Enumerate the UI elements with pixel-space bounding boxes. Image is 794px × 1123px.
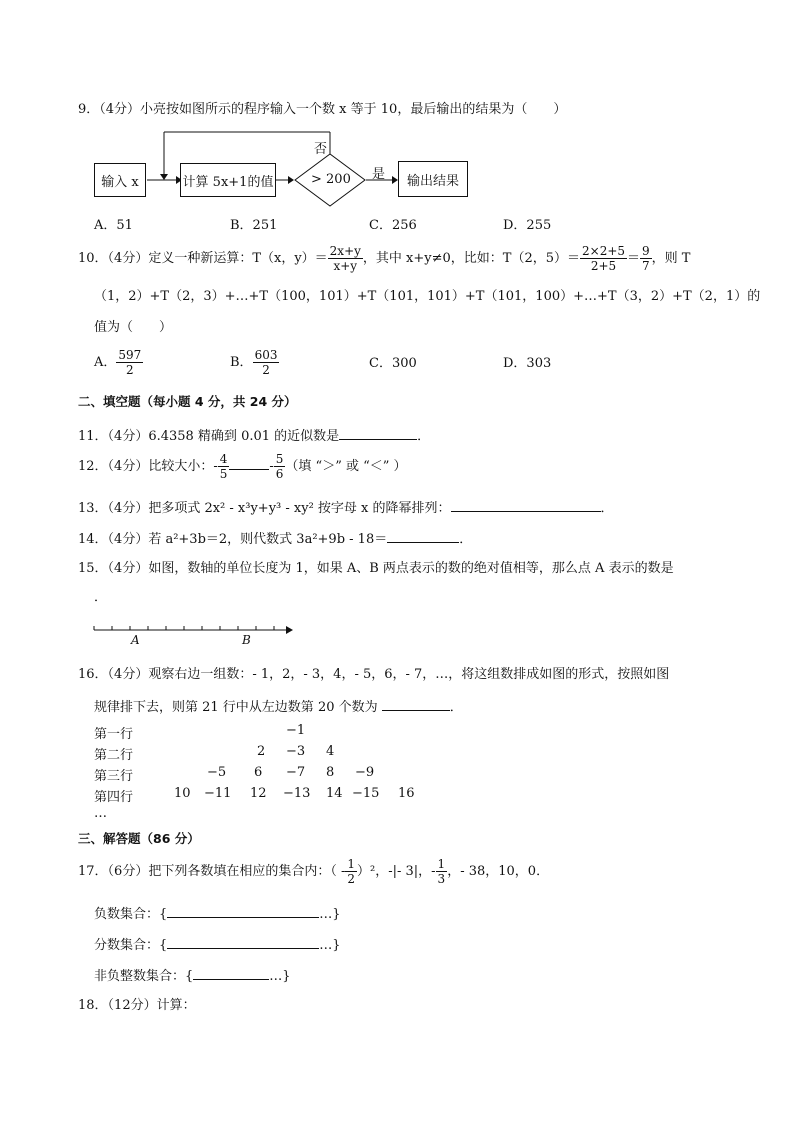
q10-option-b [230, 348, 279, 378]
q13-text: 13．（4分）把多项式 2x² - x³y+y³ - xy² 按字母 x 的降幂排列： [78, 501, 451, 516]
q16-end: ． [449, 700, 463, 715]
frac-denominator: 2+5 [590, 259, 617, 273]
q11-end: ． [417, 429, 431, 444]
frac-numerator: 597 [118, 348, 142, 362]
q18-stem: 18．（12分）计算： [78, 998, 196, 1013]
frac-denominator: 3 [437, 872, 446, 886]
flow-input-box [94, 163, 146, 197]
flow-compute-label: 计算 5x+1的值 [182, 174, 274, 190]
frac-numerator: 2x+y [329, 244, 361, 258]
pattern-number: −5 [207, 765, 227, 780]
set-label: 非负整数集合：{ [94, 969, 194, 984]
q10-line2: （1，2）+T（2，3）+…+T（100，101）+T（101，101）+T（101，100）+…+T（3，2）+T（2，1）的 [94, 289, 761, 304]
q12-text: 12．（4分）比较大小： [78, 459, 214, 474]
pattern-number: −13 [283, 786, 311, 801]
pattern-number: −1 [286, 723, 306, 738]
q14-text: 14．（4分）若 a²+3b＝2，则代数式 3a²+9b - 18＝ [78, 532, 388, 547]
q11-answer-blank[interactable] [339, 426, 417, 440]
q10-option-d: D．303 [503, 356, 552, 371]
q9-option-c: C．256 [369, 218, 417, 233]
frac-numerator: 4 [219, 452, 228, 466]
flow-compute-box [180, 163, 276, 197]
frac-denominator: 7 [642, 259, 650, 273]
flow-decision-label: > 200 [311, 172, 351, 187]
option-label: A． [94, 355, 117, 370]
pattern-number: 6 [254, 765, 263, 780]
q16-line1: 16．（4分）观察右边一组数：- 1，2，- 3，4，- 5，6，- 7，…，将这组数排成如图的形式，按照如图 [78, 667, 670, 682]
q15-number-line [92, 620, 297, 640]
q12-answer-blank[interactable] [229, 456, 269, 470]
set-label: 分数集合：{ [94, 938, 168, 953]
set-answer-blank[interactable] [167, 935, 319, 949]
q17-text: 17．（6分）把下列各数填在相应的集合内：（ - [78, 864, 346, 879]
q13-answer-blank[interactable] [451, 498, 601, 512]
pattern-row-label: 第四行 [94, 790, 134, 805]
frac-denominator: 2 [126, 363, 134, 377]
pattern-row-label: 第三行 [94, 769, 134, 784]
q10-def-frac [328, 244, 363, 273]
q10-def-intro: 10．（4分）定义一种新运算：T（x，y）＝ [78, 251, 328, 266]
frac-numerator: 9 [642, 244, 650, 258]
q9-option-b: B．251 [230, 218, 278, 233]
q15-end: ． [94, 590, 108, 605]
flow-input-label: 输入 x [101, 174, 139, 190]
q13 [78, 498, 614, 517]
pattern-number: −7 [286, 765, 306, 780]
frac-denominator: 6 [275, 467, 284, 481]
axis-arrowhead [286, 626, 293, 634]
frac-denominator: x+y [333, 259, 358, 273]
q12-frac-2 [274, 452, 286, 481]
set-end: …} [269, 969, 291, 984]
set-label: 负数集合：{ [94, 907, 168, 922]
q17-text-post: ，- 38，10，0． [447, 864, 550, 879]
q15-text: 15．（4分）如图，数轴的单位长度为 1，如果 A、B 两点表示的数的绝对值相等，那么点 A 表示的数是 [78, 561, 674, 576]
pattern-number: −9 [355, 765, 375, 780]
q14 [78, 529, 472, 548]
q10-line3: 值为（ ） [94, 320, 173, 335]
frac-numerator: 1 [347, 857, 355, 871]
q12-frac-1 [218, 452, 230, 481]
q17-set-fraction [94, 935, 341, 954]
q17-text-mid: ）²，-|- 3|，- [356, 864, 436, 879]
q10-result-frac [640, 244, 652, 273]
q17-frac-2 [436, 857, 448, 886]
flow-output-box [398, 161, 468, 197]
frac-numerator: 603 [254, 348, 278, 362]
q17-set-nonneg-integer [94, 966, 291, 985]
q11 [78, 426, 430, 445]
q16-text: 规律排下去，则第 21 行中从左边数第 20 个数为 [94, 700, 378, 715]
q10-example-frac [580, 244, 627, 273]
q9-stem: 9．（4分）小亮按如图所示的程序输入一个数 x 等于 10，最后输出的结果为（ ） [78, 102, 567, 117]
option-a-frac [116, 348, 143, 377]
q15-point-b-label: B [242, 633, 251, 647]
pattern-ellipsis: … [94, 806, 107, 821]
q11-text: 11．（4分）6.4358 精确到 0.01 的近似数是 [78, 429, 340, 444]
pattern-number: 2 [257, 744, 266, 759]
q12-hint: （填 “＞” 或 “＜” ） [285, 459, 407, 474]
pattern-row-label: 第一行 [94, 727, 134, 742]
q9-option-d: D．255 [503, 218, 552, 233]
pattern-row-label: 第二行 [94, 748, 134, 763]
frac-numerator: 5 [275, 452, 284, 466]
q10-option-a [94, 348, 143, 378]
pattern-number: 8 [326, 765, 335, 780]
q14-answer-blank[interactable] [387, 529, 459, 543]
frac-denominator: 5 [219, 467, 228, 481]
pattern-number: 14 [326, 786, 343, 801]
pattern-number: 12 [250, 786, 267, 801]
option-b-frac [253, 348, 280, 377]
q10-line1 [78, 244, 690, 274]
axis-ticks [94, 626, 274, 630]
q12-minus-2: - [269, 459, 274, 474]
set-end: …} [319, 938, 341, 953]
q15-point-a-label: A [131, 633, 140, 647]
q14-end: ． [459, 532, 473, 547]
pattern-number: −3 [286, 744, 306, 759]
set-answer-blank[interactable] [167, 904, 319, 918]
arrowhead [160, 174, 168, 180]
set-answer-blank[interactable] [193, 966, 269, 980]
q10-option-c: C．300 [369, 356, 417, 371]
frac-denominator: 2 [262, 363, 270, 377]
flow-yes-label: 是 [372, 167, 386, 182]
section-2-heading: 二、填空题（每小题 4 分，共 24 分） [78, 394, 297, 409]
q10-example-intro: ，其中 x+y≠0，比如：T（2，5）＝ [362, 251, 580, 266]
pattern-number: −15 [352, 786, 380, 801]
arrowhead [288, 176, 294, 184]
flow-no-label: 否 [314, 142, 328, 157]
option-label: B． [230, 355, 253, 370]
pattern-number: −11 [204, 786, 232, 801]
q9-option-a: A．51 [94, 218, 133, 233]
q10-then: ，则 T [651, 251, 691, 266]
flow-output-label: 输出结果 [406, 173, 459, 189]
section-3-heading: 三、解答题（86 分） [78, 831, 200, 846]
pattern-number: 10 [174, 786, 191, 801]
q10-equals: ＝ [627, 251, 641, 266]
frac-numerator: 2×2+5 [582, 244, 626, 258]
pattern-number: 4 [326, 744, 335, 759]
q12-minus-1: - [213, 459, 218, 474]
q17-stem [78, 857, 549, 887]
frac-denominator: 2 [347, 872, 355, 886]
q17-set-negative [94, 904, 341, 923]
pattern-number: 16 [398, 786, 415, 801]
frac-numerator: 1 [437, 857, 446, 871]
q16-answer-blank[interactable] [382, 697, 450, 711]
q16-line2 [94, 697, 463, 716]
set-end: …} [319, 907, 341, 922]
q17-frac-1 [345, 857, 357, 886]
q12 [78, 452, 407, 482]
q13-end: ． [600, 501, 614, 516]
